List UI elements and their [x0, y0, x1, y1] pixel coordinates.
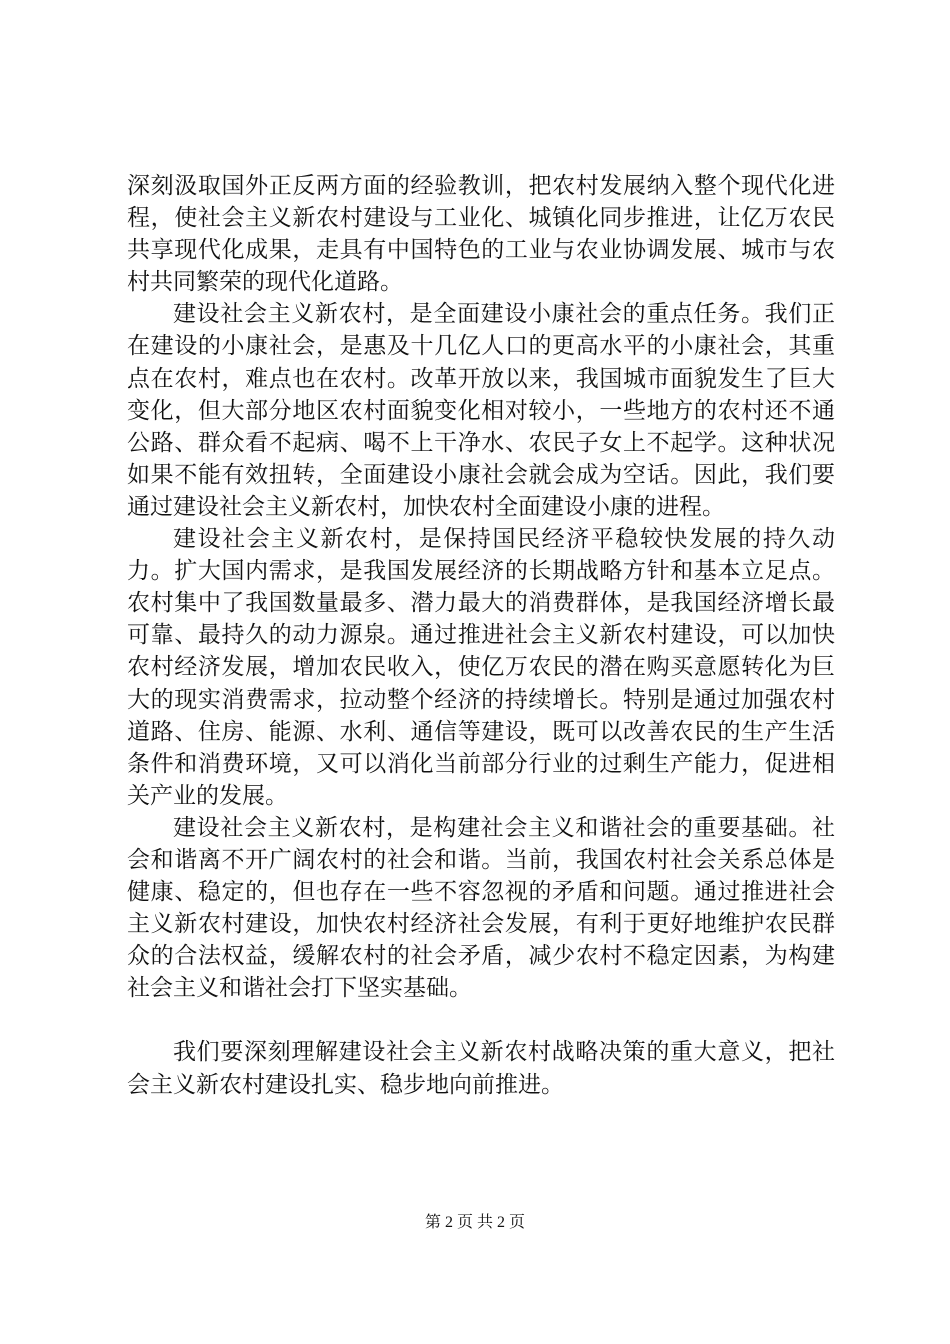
paragraph-4: 建设社会主义新农村，是构建社会主义和谐社会的重要基础。社会和谐离不开广阔农村的社会和谐。当前，我国农村社会关系总体是健康、稳定的，但也存在一些不容忽视的矛盾和问题。通过推进社会主义新农村建设，加快农村经济社会发展，有利于更好地维护农民群众的合法权益，缓解农村的社会矛盾，减少农村不稳定因素，为构建社会主义和谐社会打下坚实基础。	[127, 814, 835, 1002]
document-body	[127, 170, 835, 1101]
page-number-label: 第 2 页 共 2 页	[424, 1214, 525, 1231]
paragraph-3: 建设社会主义新农村，是保持国民经济平稳较快发展的持久动力。扩大国内需求，是我国发展经济的长期战略方针和基本立足点。农村集中了我国数量最多、潜力最大的消费群体，是我国经济增长最可靠、最持久的动力源泉。通过推进社会主义新农村建设，可以加快农村经济发展，增加农民收入，使亿万农民的潜在购买意愿转化为巨大的现实消费需求，拉动整个经济的持续增长。特别是通过加强农村道路、住房、能源、水利、通信等建设，既可以改善农民的生产生活条件和消费环境，又可以消化当前部分行业的过剩生产能力，促进相关产业的发展。	[127, 526, 835, 809]
paragraph-1: 深刻汲取国外正反两方面的经验教训，把农村发展纳入整个现代化进程，使社会主义新农村建设与工业化、城镇化同步推进，让亿万农民共享现代化成果，走具有中国特色的工业与农业协调发展、城市与农村共同繁荣的现代化道路。	[127, 173, 835, 296]
paragraph-2: 建设社会主义新农村，是全面建设小康社会的重点任务。我们正在建设的小康社会，是惠及十几亿人口的更高水平的小康社会，其重点在农村，难点也在农村。改革开放以来，我国城市面貌发生了巨大变化，但大部分地区农村面貌变化相对较小，一些地方的农村还不通公路、群众看不起病、喝不上干净水、农民子女上不起学。这种状况如果不能有效扭转，全面建设小康社会就会成为空话。因此，我们要通过建设社会主义新农村，加快农村全面建设小康的进程。	[127, 301, 835, 520]
page-footer	[0, 1213, 950, 1233]
paragraph-5: 我们要深刻理解建设社会主义新农村战略决策的重大意义，把社会主义新农村建设扎实、稳步地向前推进。	[127, 1039, 835, 1098]
